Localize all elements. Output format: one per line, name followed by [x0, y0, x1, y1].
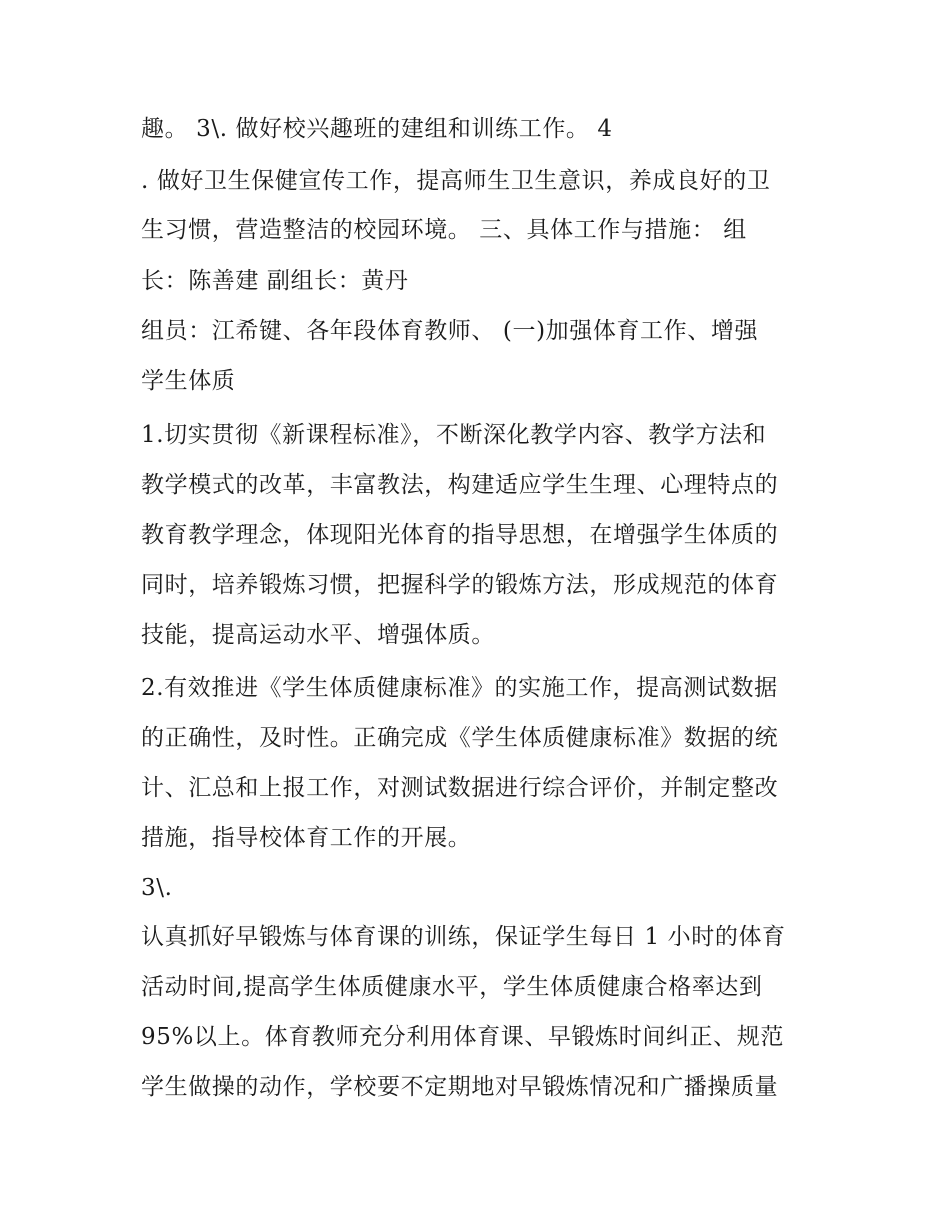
- text-line: 技能，提高运动水平、增强体质。: [141, 622, 495, 648]
- text-line: 1.切实贯彻《新课程标准》，不断深化教学内容、教学方法和: [141, 422, 767, 448]
- text-line: . 做好卫生保健宣传工作，提高师生卫生意识，养成良好的卫: [141, 168, 771, 194]
- text-line: 2.有效推进《学生体质健康标准》的实施工作，提高测试数据: [141, 675, 778, 701]
- text-line: 趣。 3\. 做好校兴趣班的建组和训练工作。 4: [141, 116, 613, 142]
- text-line: 3\.: [141, 875, 173, 901]
- text-line: 生习惯，营造整洁的校园环境。 三、具体工作与措施： 组: [141, 217, 747, 243]
- text-line: 同时，培养锻炼习惯，把握科学的锻炼方法，形成规范的体育: [141, 572, 779, 598]
- text-line: 学生做操的动作，学校要不定期地对早锻炼情况和广播操质量: [141, 1074, 779, 1100]
- text-line: 措施，指导校体育工作的开展。: [141, 825, 472, 851]
- text-line: 认真抓好早锻炼与体育课的训练，保证学生每日 1 小时的体育: [141, 924, 786, 950]
- text-line: 教学模式的改革，丰富教法，构建适应学生生理、心理特点的: [141, 472, 779, 498]
- text-line: 长：陈善建 副组长：黄丹: [141, 268, 409, 294]
- text-line: 学生体质: [141, 368, 236, 394]
- text-line: 95%以上。体育教师充分利用体育课、早锻炼时间纠正、规范: [141, 1024, 784, 1050]
- text-line: 的正确性，及时性。正确完成《学生体质健康标准》数据的统: [141, 725, 779, 751]
- text-line: 活动时间,提高学生体质健康水平，学生体质健康合格率达到: [141, 974, 763, 1000]
- text-line: 教育教学理念，体现阳光体育的指导思想，在增强学生体质的: [141, 522, 779, 548]
- text-line: 计、汇总和上报工作，对测试数据进行综合评价，并制定整改: [141, 775, 779, 801]
- text-line: 组员：江希键、各年段体育教师、 (一)加强体育工作、增强: [141, 318, 759, 344]
